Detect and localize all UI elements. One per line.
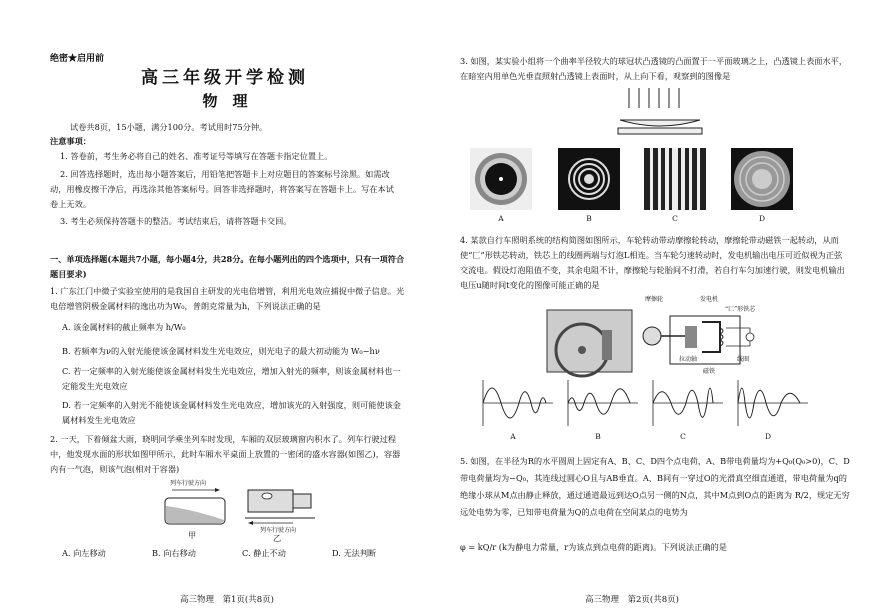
notice-1: 1. 答卷前，考生务必将自己的姓名、准考证号等填写在答题卡指定位置上。 (60, 151, 333, 161)
page-2 (435, 0, 870, 615)
q3-label-a: A (498, 214, 504, 223)
q1-option-a: A. 该金属材料的截止频率为 h/W₀ (62, 322, 186, 332)
q3-pattern-a (470, 148, 532, 210)
q4-label-friction-wheel: 摩擦轮 (645, 296, 664, 303)
notice-title: 注意事项： (50, 136, 91, 146)
q2-stem: 2. 一天，下着倾盆大雨，晓明同学乘坐列车时发现，车厢的双层玻璃窗内积水了。列车行驶过程中，他发现水面的形状如图甲所示，此时车厢水平桌面上放置的一密闭的盛水容器(如图乙)，容器内有一气泡，则该气泡(相对于容器) (50, 434, 401, 474)
q4-graph-label-d: D (764, 432, 771, 441)
notice-3: 3. 考生必须保持答题卡的整洁。考试结束后，请将答题卡交回。 (60, 216, 292, 226)
q4-graph-label-b: B (595, 432, 601, 441)
q4-graph-d (730, 378, 810, 428)
q4-graph-label-c: C (680, 432, 686, 441)
confidential-mark: 绝密★启用前 (50, 54, 105, 64)
page-1-footer: 高三物理 第1页(共8页) (180, 595, 274, 605)
q3-pattern-b (558, 148, 620, 210)
q3-label-d: D (758, 214, 765, 223)
q4-bicycle-photo (547, 310, 632, 372)
q3-label-c: C (672, 214, 678, 223)
q2-option-d: D. 无法判断 (332, 548, 377, 558)
q2-fig-yi-direction: 列车行驶方向 (260, 527, 297, 534)
q2-option-a: A. 向左移动 (62, 548, 106, 558)
q2-fig-yi-label: 乙 (273, 533, 282, 543)
q4-graph-label-a: A (510, 432, 516, 441)
q4-label-core: “匚”形铁芯 (725, 306, 756, 313)
q3-lens-apparatus (615, 88, 705, 138)
q5-stem: 5. 如图，在半径为R的水平圆周上固定有A、B、C、D四个点电荷，A、B带电荷量均为+Q₀(Q₀>0)，C、D带电荷量均为−Q₀，其连线过圆心O且与AB垂直。A、B间有一穿过O的光滑真空细直通道，带电荷量为q的绝缘小球从M点由静止释放，通过通道最远到达O点另一侧的N点，其中M点到O点的距离为 R/2，规定无穷远处电势为零，已知带电荷量为Q的点电荷在空间某点的电势为 (460, 456, 850, 517)
q4-label-magnet: 磁铁 (703, 368, 716, 375)
exam-intro: 试卷共8页，15小题，满分100分。考试用时75分钟。 (70, 122, 268, 132)
q3-pattern-d (731, 148, 793, 210)
q1-stem: 1. 广东江门中微子实验室使用的是我国自主研发的光电倍增管，利用光电效应捕捉中微子信息。光电倍增管阴极金属材料的逸出功为W₀，普朗克常量为h，下列说法正确的是 (50, 286, 405, 311)
q4-label-coil: 线圈 (737, 356, 750, 363)
q4-label-shaft: 拉动轴 (679, 356, 698, 363)
section-1-heading: 一、单项选择题(本题共7小题，每小题4分，共28分。在每小题列出的四个选项中，只有一项符合题目要求) (50, 254, 405, 279)
exam-subject: 物 理 (202, 92, 248, 110)
q2-option-c: C. 静止不动 (242, 548, 286, 558)
q5-formula: φ = kQ/r (k为静电力常量，r为该点到点电荷的距离)。下列说法正确的是 (460, 542, 727, 552)
q2-option-b: B. 向右移动 (152, 548, 196, 558)
notice-2: 2. 回答选择题时，选出每小题答案后，用铅笔把答题卡上对应题目的答案标号涂黑。如需改动，用橡皮擦干净后，再选涂其他答案标号。回答非选择题时，将答案写在答题卡上。写在本试卷上无效。 (50, 169, 394, 209)
q4-graph-a (475, 378, 555, 428)
q3-stem: 3. 如图，某实验小组将一个曲率半径较大的球冠状凸透镜的凸面置于一平面玻璃之上，凸透镜上表面水平，在暗室内用单色光垂直照射凸透镜上表面时，从上向下看，观察到的图像是 (460, 56, 848, 81)
exam-title: 高三年级开学检测 (141, 68, 309, 88)
page-2-footer: 高三物理 第2页(共8页) (585, 595, 679, 605)
q2-fig-jia-label: 甲 (188, 530, 197, 540)
q1-option-d: D. 若一定频率的入射光不能使该金属材料发生光电效应，增加该光的入射强度，则可能使该金属材料发生光电效应 (62, 400, 401, 425)
q4-stem: 4. 某款自行车照明系统的结构简图如图所示，车轮转动带动摩擦轮转动，摩擦轮带动磁铁一起转动，从而使“匚”形铁芯转动，铁芯上的线圈两端与灯泡L相连。当车轮匀速转动时，发电机输出电压可近似视为正弦交流电。假设灯泡阻值不变，其余电阻不计，摩擦轮与轮胎间不打滑，若自行车匀加速行驶，则发电机输出电压u随时间t变化的图像可能正确的是 (460, 235, 845, 290)
q1-option-b: B. 若频率为ν的入射光能使该金属材料发生光电效应，则光电子的最大初动能为 W₀−hν (62, 346, 380, 356)
q4-label-generator: 发电机 (700, 296, 719, 303)
q4-graph-c (645, 378, 725, 428)
q2-fig-jia-direction: 列车行驶方向 (170, 480, 207, 487)
q3-pattern-c (644, 148, 706, 210)
q1-option-c: C. 若一定频率的入射光能使该金属材料发生光电效应，增加入射光的频率，则该金属材料也一定能发生光电效应 (62, 366, 401, 391)
q2-figure-yi (245, 488, 315, 528)
q4-graph-b (560, 378, 640, 428)
q3-label-b: B (586, 214, 592, 223)
